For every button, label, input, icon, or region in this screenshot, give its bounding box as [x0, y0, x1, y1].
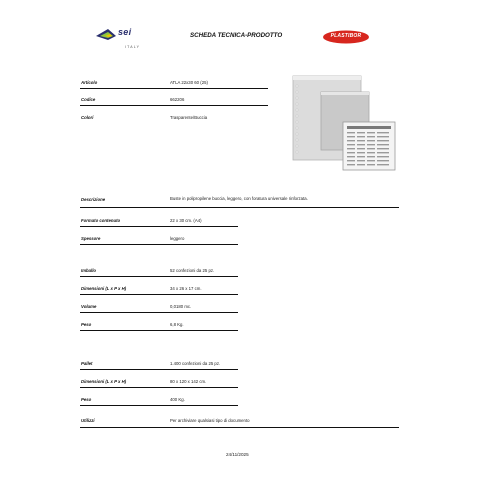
label-imballo: Imballo — [81, 268, 97, 273]
value-volume: 0,0180 mc. — [170, 304, 192, 309]
label-pallet: Pallet — [81, 361, 93, 366]
label-utilizzi: Utilizzi — [81, 418, 95, 423]
label-peso-pallet: Peso — [81, 397, 92, 402]
brand-right-word: PLASTIBOR — [330, 33, 362, 39]
label-articolo: Articolo — [81, 80, 98, 85]
label-dimensioni-imballo: Dimensioni (L x P x H) — [81, 286, 127, 291]
divider-utilizzi — [80, 427, 399, 428]
value-descrizione: Buste in polipropilene buccia, leggero, con foratura universale rinforzata. — [170, 196, 308, 201]
label-colori: Colori — [81, 115, 94, 120]
product-image — [285, 72, 400, 177]
label-peso-imballo: Peso — [81, 322, 92, 327]
value-imballo: 52 confezioni da 25 pz. — [170, 268, 215, 273]
label-volume: Volume — [81, 304, 97, 309]
value-codice: 662206 — [170, 97, 185, 102]
value-peso-imballo: 6,8 Kg. — [170, 322, 184, 327]
value-dimensioni-imballo: 34 x 26 x 17 cm. — [170, 286, 202, 291]
plastibor-logo — [322, 30, 370, 44]
document-title: SCHEDA TECNICA-PRODOTTO — [190, 32, 283, 39]
sheet-protector-illustration — [285, 72, 400, 177]
divider-peso-pallet — [80, 405, 238, 406]
divider-imballo — [80, 276, 238, 277]
value-dimensioni-pallet: 80 x 120 x 142 cm. — [170, 379, 207, 384]
divider-dimensioni-pallet — [80, 387, 238, 388]
sei-italy-logo — [96, 25, 146, 55]
divider-codice — [80, 105, 268, 106]
brand-left-word: sei — [118, 27, 132, 37]
value-articolo: ATLA 22x30 60 (25) — [170, 80, 208, 85]
divider-formato-contenuto — [80, 226, 238, 227]
label-codice: Codice — [81, 97, 96, 102]
value-pallet: 1.400 confezioni da 25 pz. — [170, 361, 221, 366]
label-spessore: Spessore — [81, 236, 101, 241]
divider-spessore — [80, 244, 238, 245]
sei-logo-mark-icon — [96, 27, 120, 45]
divider-peso-imballo — [80, 330, 238, 331]
value-peso-pallet: 400 Kg. — [170, 397, 185, 402]
label-dimensioni-pallet: Dimensioni (L x P x H) — [81, 379, 127, 384]
value-formato-contenuto: 22 x 30 cm. (A4) — [170, 218, 202, 223]
label-formato-contenuto: Formato contenuto — [81, 218, 121, 223]
divider-descrizione — [80, 207, 399, 208]
value-colori: Trasparente/Buccia — [170, 115, 208, 120]
value-utilizzi: Per archiviare qualsiasi tipo di documento — [170, 418, 250, 423]
label-descrizione: Descrizione — [81, 197, 106, 202]
brand-left-sub: ITALY — [125, 45, 141, 49]
value-spessore: leggero — [170, 236, 185, 241]
footer-date: 24/11/2025 — [226, 452, 249, 457]
divider-pallet — [80, 369, 238, 370]
divider-articolo — [80, 88, 268, 89]
divider-dimensioni-imballo — [80, 294, 238, 295]
divider-volume — [80, 312, 238, 313]
